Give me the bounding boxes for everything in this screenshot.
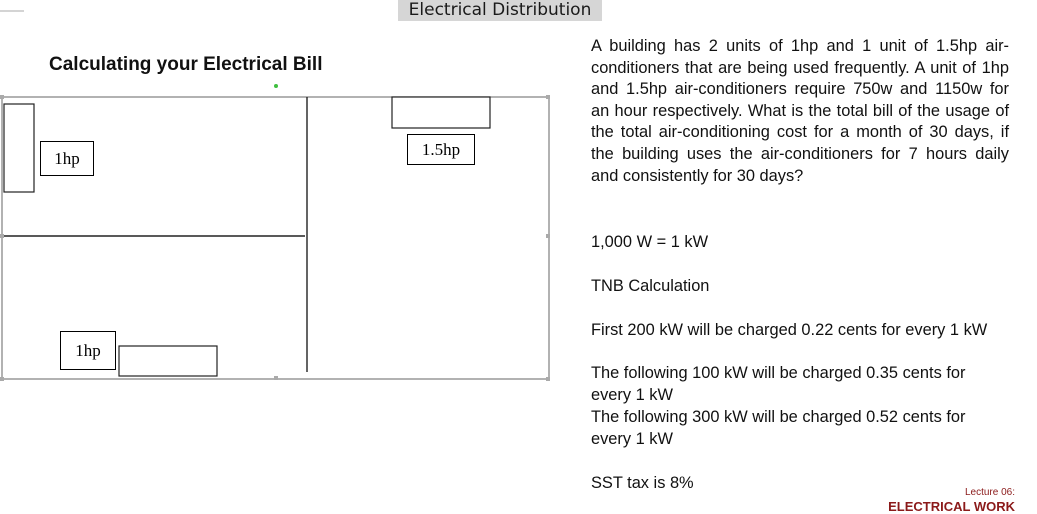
handle-top [274,84,278,88]
room2-label: 1.5hp [407,134,475,165]
rate-tier-1: First 200 kW will be charged 0.22 cents for every 1 kW [591,321,988,339]
tnb-heading: TNB Calculation [591,277,710,295]
section-subtitle: Calculating your Electrical Bill [49,54,323,75]
aircon-unit-3 [119,346,217,376]
conversion-note: 1,000 W = 1 kW [591,233,709,251]
handle-bottom [274,376,278,380]
lecture-number: Lecture 06: [964,487,1015,498]
lecture-topic: ELECTRICAL WORK [888,499,1015,514]
slide-title: Electrical Distribution [398,0,602,21]
aircon-unit-2 [392,97,490,128]
aircon-unit-1 [4,104,34,192]
handle-br [546,377,550,381]
handle-tr [546,95,550,99]
handle-left [0,234,4,238]
problem-statement: A building has 2 units of 1hp and 1 unit of 1.5hp air-conditioners that are being used frequently. A unit of 1hp and 1.5hp air-conditioners require 750w and 1150w for an hour respectively. What is the total bill of the usage of the total air-conditioning cost for a month of 30 days, if the building uses the air-conditioners for 7 hours daily and consistently for 30 days? [591,37,1009,185]
room3-label: 1hp [60,331,116,370]
tax-note: SST tax is 8% [591,474,694,492]
floor-plan [0,0,560,400]
handle-tl [0,95,4,99]
handle-bl [0,377,4,381]
handle-right [546,234,550,238]
room1-label: 1hp [40,141,94,176]
rate-tier-3: The following 300 kW will be charged 0.52 cents for every 1 kW [591,408,966,448]
rate-tier-2: The following 100 kW will be charged 0.35 cents for every 1 kW [591,364,966,404]
